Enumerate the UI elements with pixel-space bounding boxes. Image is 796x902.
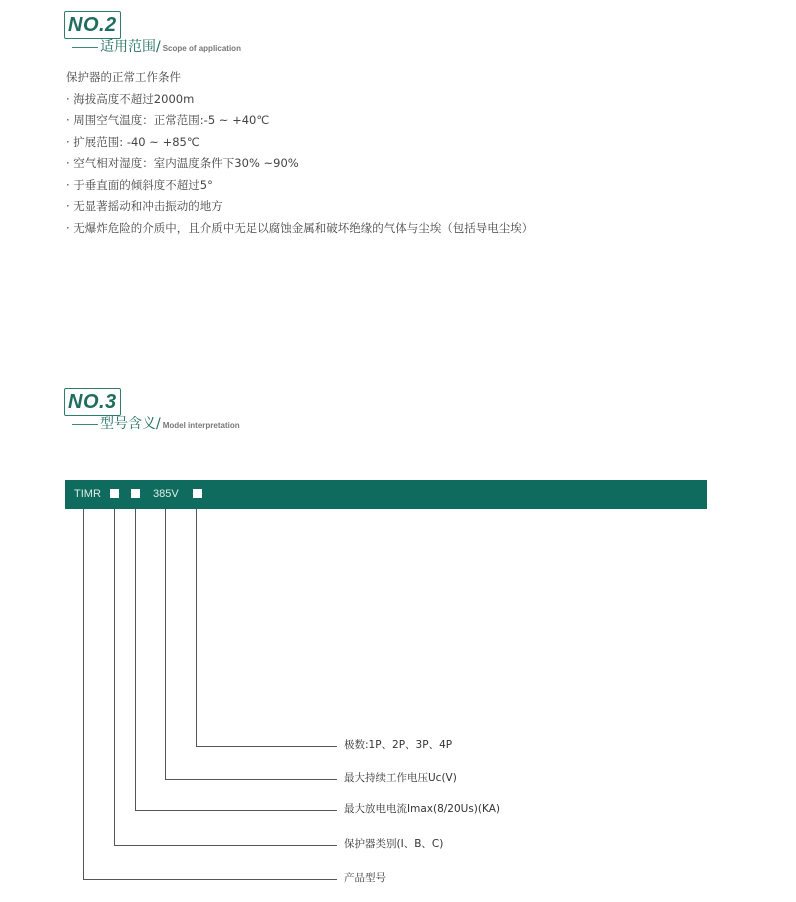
condition-item: · 周围空气温度：正常范围:-5 ~ +40℃ — [66, 113, 270, 127]
conditions-intro: 保护器的正常工作条件 — [66, 70, 181, 84]
model-prefix: TIMR — [74, 488, 101, 500]
connector-line — [165, 509, 166, 779]
label-max-voltage: 最大持续工作电压Uc(V) — [344, 772, 457, 784]
section-subtitle: Model interpretation — [162, 421, 240, 430]
condition-item: · 无爆炸危险的介质中，且介质中无足以腐蚀金属和破坏绝缘的气体与尘埃（包括导电尘埃） — [66, 220, 534, 235]
connector-line — [83, 509, 84, 879]
label-product-model: 产品型号 — [344, 872, 386, 884]
connector-line — [196, 509, 197, 746]
section-subtitle: Scope of application — [162, 44, 241, 53]
condition-item: · 于垂直面的倾斜度不超过5° — [66, 177, 213, 192]
section-badge: NO.3 — [64, 388, 121, 416]
condition-item: · 无显著摇动和冲击振动的地方 — [66, 199, 223, 213]
connector-line — [114, 509, 115, 845]
section-title — [100, 413, 240, 433]
condition-item: · 海拔高度不超过2000m — [66, 91, 195, 106]
condition-item: · 空气相对湿度：室内温度条件下30% ~90% — [66, 156, 299, 170]
connector-line — [135, 810, 337, 811]
conditions-list — [66, 67, 533, 239]
connector-line — [114, 845, 337, 846]
model-code-bar — [65, 480, 707, 509]
connector-line — [135, 509, 136, 810]
section-badge: NO.2 — [64, 11, 121, 39]
section-title-text: 型号含义/ — [100, 416, 161, 432]
model-slot-square — [193, 489, 202, 498]
section-title-text: 适用范围/ — [100, 39, 161, 55]
model-slot-square — [131, 489, 140, 498]
label-protector-class: 保护器类别(I、B、C) — [344, 838, 444, 850]
header-rule — [72, 424, 98, 425]
section-title — [100, 36, 241, 56]
connector-line — [83, 879, 337, 880]
model-voltage: 385V — [153, 488, 179, 500]
header-rule — [72, 47, 98, 48]
label-max-discharge: 最大放电电流Imax(8/20Us)(KA) — [344, 803, 500, 815]
label-poles: 极数:1P、2P、3P、4P — [344, 739, 453, 751]
condition-item: · 扩展范围: -40 ~ +85℃ — [66, 134, 200, 149]
model-slot-square — [110, 489, 119, 498]
connector-line — [165, 779, 337, 780]
connector-line — [196, 746, 337, 747]
